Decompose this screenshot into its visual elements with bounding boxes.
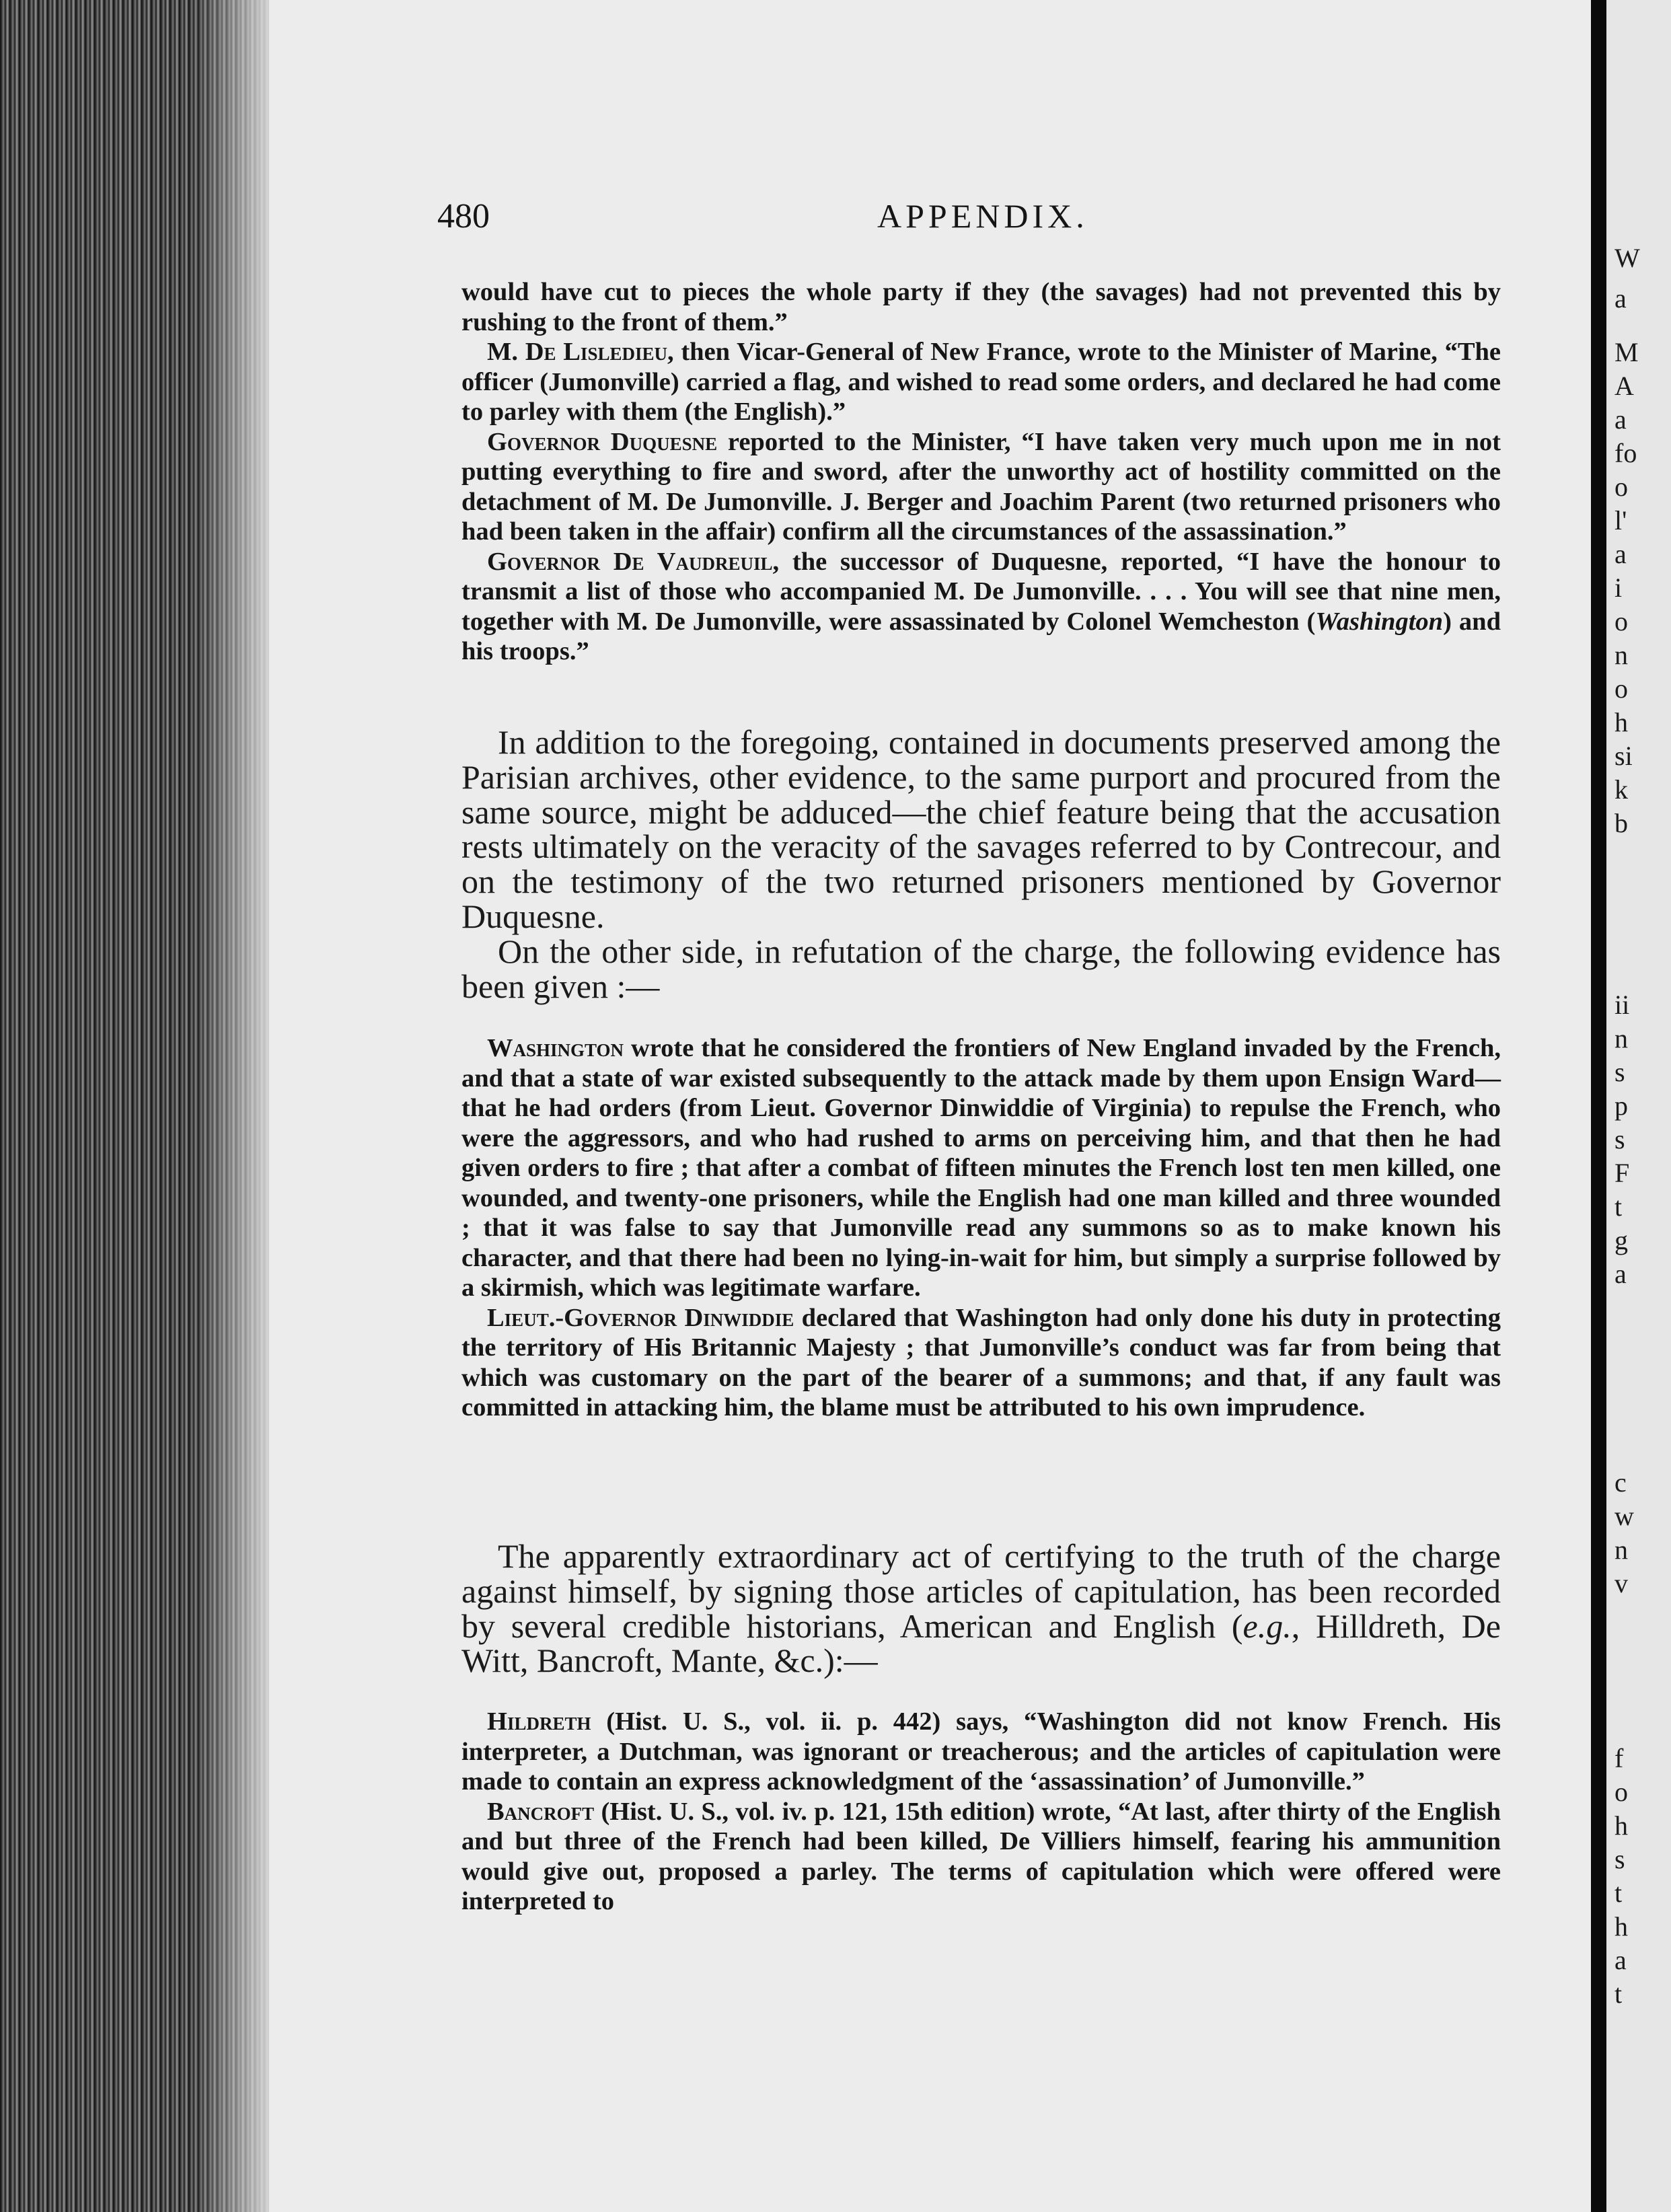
facing-page-fragment: k <box>1614 774 1628 805</box>
facing-page-fragment: h <box>1614 707 1628 737</box>
facing-page-fragment: A <box>1614 371 1634 401</box>
facing-page-fragment: M <box>1614 337 1639 367</box>
facing-page-fragment: f <box>1614 1743 1624 1773</box>
facing-page-fragment: ii <box>1614 990 1630 1020</box>
facing-page-fragment: v <box>1614 1568 1628 1598</box>
facing-page-fragment: W <box>1614 243 1640 273</box>
continued-quotation: would have cut to pieces the whole party if they (the savages) had not prevented this by rushing to the front of them.” <box>461 278 1501 336</box>
facing-page-fragment: b <box>1614 808 1628 838</box>
facing-page-fragment: n <box>1614 1023 1628 1054</box>
facing-page-fragment: l' <box>1614 505 1627 536</box>
hildreth-paragraph: Hildreth (Hist. U. S., vol. ii. p. 442) says, “Washington did not know French. His interpreter, a Dutchman, was ignorant or treacherous; and the articles of capitulation were made to contain an express acknowledgment of the ‘assassination’ of Jumonville.” <box>461 1707 1501 1796</box>
narrative-paragraph: In addition to the foregoing, contained in documents preserved among the Parisian archives, other evidence, to the same purport and procured from the same source, might be adduced—the chief feature being that the accusation rests ultimately on the veracity of the savages referred to by Contrecour, and on the testimony of the two returned prisoners mentioned by Governor Duquesne. <box>461 723 1501 935</box>
lisledieu-paragraph: M. De Lisledieu, then Vicar-General of New France, wrote to the Minister of Marine, “The officer (Jumonville) carried a flag, and wished to read some orders, and declared he had come to parley with them (the English).” <box>461 338 1501 426</box>
facing-page-fragment: a <box>1614 283 1627 314</box>
facing-page-fragment: a <box>1614 1259 1627 1289</box>
quotation-block-refutation <box>461 1033 1501 1423</box>
facing-page-fragment: o <box>1614 606 1628 636</box>
narrative-block-historians <box>461 1539 1501 1679</box>
facing-page-fragment: a <box>1614 404 1627 435</box>
facing-page-fragment: w <box>1614 1501 1634 1531</box>
washington-paragraph: Washington wrote that he considered the frontiers of New England invaded by the French, and that a state of war existed subsequently to the attack made by them upon Ensign Ward—that he had orders (from Lieut. Governor Dinwiddie of Virginia) to repulse the French, who were the aggressors, and who had rushed to arms on perceiving him, and that then he had given orders to fire ; that after a combat of fifteen minutes the French lost ten men killed, one wounded, and twenty-one prisoners, while the English had one man killed and three wounded ; that it was false to say that Jumonville read any summons so as to make known his character, and that there had been no lying-in-wait for him, but simply a surprise followed by a skirmish, which was legitimate warfare. <box>461 1034 1501 1302</box>
facing-page-fragment: a <box>1614 539 1627 569</box>
author-name: Lieut.-Governor Dinwiddie <box>487 1303 794 1332</box>
facing-page-fragment: o <box>1614 673 1628 704</box>
narrative-block-evidence <box>461 725 1501 1004</box>
author-name: M. De Lisledieu <box>487 338 667 366</box>
facing-page-fragment: o <box>1614 472 1628 502</box>
author-name: Washington <box>487 1034 624 1062</box>
page-number: 480 <box>437 197 490 235</box>
facing-page-fragment: s <box>1614 1124 1625 1154</box>
facing-page-fragment: c <box>1614 1467 1627 1498</box>
facing-page-fragment: o <box>1614 1777 1628 1807</box>
author-name: Governor De Vaudreuil <box>487 547 773 576</box>
facing-page-fragment: n <box>1614 640 1628 670</box>
facing-page-fragment: fo <box>1614 438 1637 468</box>
facing-page-fragment: p <box>1614 1091 1628 1121</box>
facing-page-fragment: s <box>1614 1057 1625 1087</box>
facing-page-fragment: i <box>1614 573 1623 603</box>
author-name: Bancroft <box>487 1797 595 1826</box>
facing-page-fragment: g <box>1614 1225 1628 1255</box>
facing-page-fragment: h <box>1614 1810 1628 1841</box>
quotation-block-historians <box>461 1707 1501 1917</box>
bancroft-paragraph: Bancroft (Hist. U. S., vol. iv. p. 121, 15th edition) wrote, “At last, after thirty of the English and but three of the French had been killed, De Villiers himself, fearing his ammunition would give out, proposed a parley. The terms of capitulation which were offered were interpreted to <box>461 1797 1501 1915</box>
facing-page-fragment: h <box>1614 1911 1628 1942</box>
facing-page-fragment: si <box>1614 741 1633 771</box>
vaudreuil-paragraph: Governor De Vaudreuil, the successor of Duquesne, reported, “I have the honour to transmit a list of those who accompanied M. De Jumonville. . . . You will see that nine men, together with M. De Jumonville, were assassinated by Colonel Wemcheston (Washington) and his troops.” <box>461 547 1501 665</box>
author-name: Governor Duquesne <box>487 427 718 456</box>
facing-page-fragment: F <box>1614 1158 1630 1188</box>
author-name: Hildreth <box>487 1707 591 1736</box>
quotation-block-french-sources <box>461 277 1501 667</box>
narrative-paragraph: On the other side, in refutation of the charge, the following evidence has been given :— <box>461 932 1501 1005</box>
running-title: APPENDIX. <box>877 197 1088 235</box>
narrative-paragraph: The apparently extraordinary act of certifying to the truth of the charge against himself, by signing those articles of capitulation, has been recorded by several credible historians, American and English (e.g., Hilldreth, De Witt, Bancroft, Mante, &c.):— <box>461 1537 1501 1680</box>
facing-page-fragment: a <box>1614 1945 1627 1975</box>
facing-page-fragment: n <box>1614 1535 1628 1565</box>
book-page-edges <box>0 0 269 2212</box>
dinwiddie-paragraph: Lieut.-Governor Dinwiddie declared that Washington had only done his duty in protecting the territory of His Britannic Majesty ; that Jumonville’s conduct was far from being that which was customary on the part of the bearer of a summons; and that, if any fault was committed in attacking him, the blame must be attributed to his own imprudence. <box>461 1303 1501 1422</box>
facing-page-fragment: t <box>1614 1979 1623 2009</box>
duquesne-paragraph: Governor Duquesne reported to the Minister, “I have taken very much upon me in not putting everything to fire and sword, after the unworthy act of hostility committed on the detachment of M. De Jumonville. J. Berger and Joachim Parent (two returned prisoners who had been taken in the affair) confirm all the circumstances of the assassination.” <box>461 427 1501 546</box>
facing-page-fragment: t <box>1614 1878 1623 1908</box>
facing-page-fragment: t <box>1614 1191 1623 1222</box>
facing-page-fragment: s <box>1614 1844 1625 1874</box>
